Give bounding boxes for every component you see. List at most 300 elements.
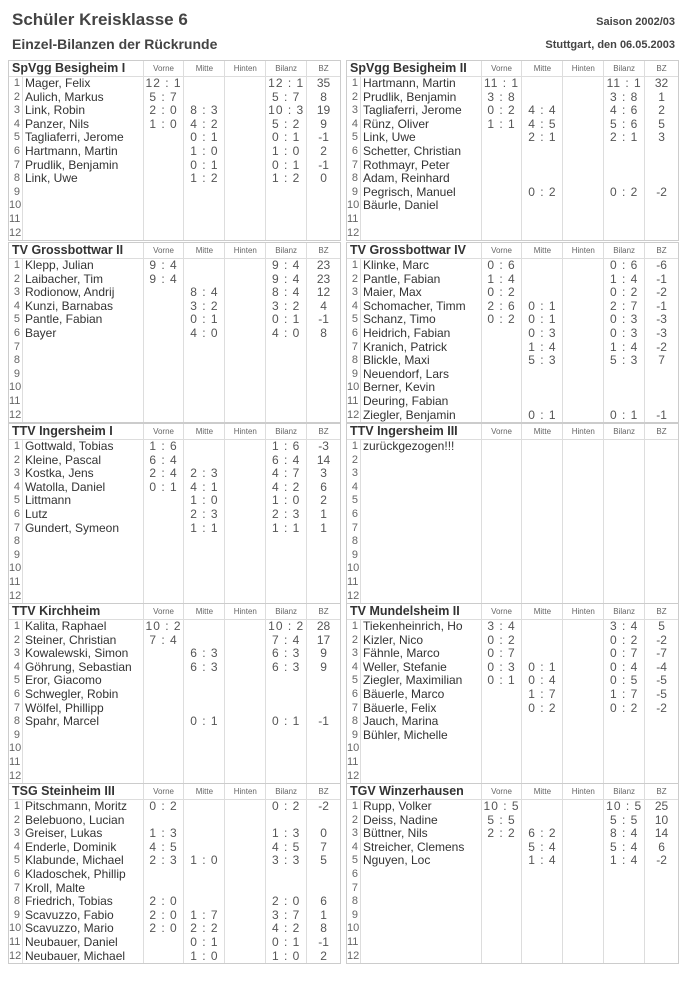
row-number: 3 bbox=[351, 467, 358, 480]
vorne-cell bbox=[481, 368, 522, 382]
mitte-cell: 1 : 0 bbox=[183, 950, 224, 964]
player-row bbox=[9, 715, 340, 729]
vorne-cell bbox=[481, 882, 522, 896]
row-number: 8 bbox=[351, 535, 358, 548]
row-number: 8 bbox=[13, 354, 20, 367]
vorne-cell: 9 : 4 bbox=[143, 273, 184, 287]
player-name: Enderle, Dominik bbox=[22, 841, 143, 855]
vorne-cell bbox=[143, 313, 184, 327]
vorne-cell bbox=[143, 576, 184, 590]
mitte-cell bbox=[521, 634, 562, 648]
bz-cell: 4 bbox=[306, 300, 340, 314]
bilanz-cell: 0 : 3 bbox=[603, 327, 644, 341]
player-name bbox=[360, 508, 481, 522]
row-number: 11 bbox=[9, 394, 21, 407]
bilanz-cell bbox=[603, 895, 644, 909]
mitte-cell: 0 : 1 bbox=[521, 409, 562, 423]
column-header: Mitte bbox=[183, 424, 224, 439]
bz-cell bbox=[644, 770, 678, 784]
hinten-cell bbox=[224, 661, 265, 675]
vorne-cell bbox=[481, 549, 522, 563]
bz-cell bbox=[306, 814, 340, 828]
vorne-cell: 11 : 1 bbox=[481, 77, 522, 91]
player-row bbox=[347, 341, 678, 355]
vorne-cell: 5 : 5 bbox=[481, 814, 522, 828]
hinten-cell bbox=[224, 922, 265, 936]
player-row bbox=[347, 634, 678, 648]
row-number: 5 bbox=[13, 494, 20, 507]
bz-cell bbox=[644, 213, 678, 227]
bz-cell bbox=[644, 895, 678, 909]
bilanz-cell: 3 : 7 bbox=[265, 909, 306, 923]
player-row bbox=[9, 104, 340, 118]
bz-cell bbox=[644, 535, 678, 549]
hinten-cell bbox=[224, 172, 265, 186]
mitte-cell bbox=[183, 702, 224, 716]
player-row bbox=[9, 77, 340, 91]
player-row bbox=[9, 841, 340, 855]
bilanz-cell bbox=[265, 770, 306, 784]
bz-cell: 8 bbox=[306, 327, 340, 341]
player-row bbox=[347, 454, 678, 468]
column-header: Vorne bbox=[143, 604, 184, 619]
player-row bbox=[347, 273, 678, 287]
hinten-cell bbox=[224, 562, 265, 576]
mitte-cell bbox=[521, 286, 562, 300]
row-number: 3 bbox=[13, 104, 20, 117]
bilanz-cell bbox=[265, 702, 306, 716]
vorne-cell bbox=[481, 702, 522, 716]
player-row bbox=[347, 508, 678, 522]
column-header: Bilanz bbox=[265, 424, 306, 439]
column-header: Bilanz bbox=[265, 61, 306, 76]
row-number: 8 bbox=[351, 895, 358, 908]
bilanz-cell: 4 : 0 bbox=[265, 327, 306, 341]
column-header: BZ bbox=[644, 784, 678, 799]
bz-cell: -2 bbox=[644, 286, 678, 300]
player-name: Schetter, Christian bbox=[360, 145, 481, 159]
row-number: 10 bbox=[9, 742, 22, 755]
mitte-cell: 2 : 3 bbox=[183, 467, 224, 481]
vorne-cell bbox=[143, 936, 184, 950]
bilanz-cell: 1 : 3 bbox=[265, 827, 306, 841]
row-number: 9 bbox=[351, 908, 358, 921]
player-name bbox=[360, 494, 481, 508]
bilanz-cell: 4 : 2 bbox=[265, 922, 306, 936]
mitte-cell: 4 : 0 bbox=[183, 327, 224, 341]
player-row bbox=[347, 800, 678, 814]
player-name: Deiss, Nadine bbox=[360, 814, 481, 828]
vorne-cell bbox=[481, 522, 522, 536]
player-name bbox=[360, 895, 481, 909]
hinten-cell bbox=[562, 481, 603, 495]
player-row bbox=[9, 213, 340, 227]
row-number: 5 bbox=[351, 854, 358, 867]
player-name: Panzer, Nils bbox=[22, 118, 143, 132]
bilanz-cell bbox=[265, 868, 306, 882]
mitte-cell bbox=[521, 922, 562, 936]
row-number: 1 bbox=[13, 440, 20, 452]
vorne-cell bbox=[143, 590, 184, 604]
row-number: 11 bbox=[9, 935, 21, 948]
column-header: BZ bbox=[644, 243, 678, 258]
bilanz-cell: 4 : 2 bbox=[265, 481, 306, 495]
row-number: 12 bbox=[347, 589, 360, 602]
mitte-cell: 0 : 3 bbox=[521, 327, 562, 341]
player-row bbox=[347, 522, 678, 536]
player-row bbox=[9, 922, 340, 936]
vorne-cell: 0 : 2 bbox=[481, 634, 522, 648]
player-row bbox=[9, 674, 340, 688]
vorne-cell bbox=[481, 742, 522, 756]
bz-cell: 6 bbox=[644, 841, 678, 855]
player-row bbox=[9, 327, 340, 341]
player-row bbox=[347, 661, 678, 675]
vorne-cell bbox=[481, 590, 522, 604]
player-name: Kowalewski, Simon bbox=[22, 647, 143, 661]
vorne-cell: 10 : 2 bbox=[143, 620, 184, 634]
player-row bbox=[347, 300, 678, 314]
vorne-cell bbox=[481, 909, 522, 923]
player-name: Neubauer, Michael bbox=[22, 950, 143, 964]
player-name bbox=[22, 395, 143, 409]
row-number: 9 bbox=[13, 367, 20, 380]
bilanz-cell: 4 : 5 bbox=[265, 841, 306, 855]
mitte-cell: 0 : 1 bbox=[183, 715, 224, 729]
hinten-cell bbox=[224, 620, 265, 634]
hinten-cell bbox=[562, 454, 603, 468]
bilanz-cell bbox=[265, 535, 306, 549]
row-number: 8 bbox=[13, 172, 20, 185]
row-number: 3 bbox=[351, 647, 358, 660]
vorne-cell bbox=[143, 549, 184, 563]
team-header-row bbox=[9, 604, 340, 620]
hinten-cell bbox=[224, 936, 265, 950]
hinten-cell bbox=[562, 827, 603, 841]
row-number: 3 bbox=[351, 104, 358, 117]
bz-cell bbox=[644, 909, 678, 923]
row-number: 5 bbox=[13, 854, 20, 867]
mitte-cell bbox=[521, 756, 562, 770]
bz-cell: 3 bbox=[644, 131, 678, 145]
player-row bbox=[9, 882, 340, 896]
hinten-cell bbox=[224, 454, 265, 468]
bz-cell: 23 bbox=[306, 259, 340, 273]
player-name: Deuring, Fabian bbox=[360, 395, 481, 409]
bz-cell bbox=[306, 770, 340, 784]
hinten-cell bbox=[224, 868, 265, 882]
row-number: 10 bbox=[9, 562, 22, 575]
hinten-cell bbox=[562, 715, 603, 729]
row-number: 1 bbox=[351, 800, 358, 812]
mitte-cell bbox=[521, 936, 562, 950]
column-header: Bilanz bbox=[265, 604, 306, 619]
bz-cell: 25 bbox=[644, 800, 678, 814]
bz-cell bbox=[644, 467, 678, 481]
mitte-cell bbox=[183, 454, 224, 468]
row-number: 12 bbox=[9, 589, 22, 602]
column-header: Bilanz bbox=[265, 784, 306, 799]
hinten-cell bbox=[224, 576, 265, 590]
player-row bbox=[347, 327, 678, 341]
mitte-cell bbox=[183, 827, 224, 841]
bilanz-cell bbox=[603, 535, 644, 549]
hinten-cell bbox=[562, 800, 603, 814]
bz-cell bbox=[306, 186, 340, 200]
vorne-cell bbox=[481, 227, 522, 241]
mitte-cell bbox=[521, 950, 562, 964]
player-row bbox=[347, 118, 678, 132]
hinten-cell bbox=[224, 395, 265, 409]
player-name: Pegrisch, Manuel bbox=[360, 186, 481, 200]
player-name: Hartmann, Martin bbox=[360, 77, 481, 91]
bilanz-cell bbox=[603, 213, 644, 227]
column-header: Vorne bbox=[143, 61, 184, 76]
mitte-cell bbox=[183, 590, 224, 604]
bz-cell bbox=[644, 159, 678, 173]
player-row bbox=[9, 273, 340, 287]
bz-cell: -2 bbox=[306, 800, 340, 814]
player-row bbox=[347, 590, 678, 604]
player-name: Eror, Giacomo bbox=[22, 674, 143, 688]
bz-cell bbox=[644, 868, 678, 882]
player-row bbox=[347, 199, 678, 213]
bilanz-cell bbox=[265, 756, 306, 770]
vorne-cell bbox=[481, 868, 522, 882]
mitte-cell bbox=[183, 895, 224, 909]
vorne-cell bbox=[481, 131, 522, 145]
mitte-cell: 0 : 1 bbox=[183, 936, 224, 950]
player-name: Bäurle, Daniel bbox=[360, 199, 481, 213]
vorne-cell: 3 : 4 bbox=[481, 620, 522, 634]
bz-cell bbox=[644, 199, 678, 213]
bilanz-cell: 0 : 5 bbox=[603, 674, 644, 688]
bilanz-cell bbox=[603, 159, 644, 173]
player-name bbox=[22, 535, 143, 549]
bilanz-cell: 10 : 3 bbox=[265, 104, 306, 118]
bilanz-cell: 1 : 0 bbox=[265, 494, 306, 508]
vorne-cell bbox=[481, 199, 522, 213]
row-number: 2 bbox=[351, 453, 358, 466]
bilanz-cell: 0 : 2 bbox=[603, 286, 644, 300]
vorne-cell: 2 : 2 bbox=[481, 827, 522, 841]
player-name: Schwegler, Robin bbox=[22, 688, 143, 702]
hinten-cell bbox=[562, 742, 603, 756]
row-number: 5 bbox=[351, 131, 358, 144]
row-number: 7 bbox=[351, 158, 358, 171]
bz-cell: -1 bbox=[306, 715, 340, 729]
player-name: Rothmayr, Peter bbox=[360, 159, 481, 173]
bilanz-cell bbox=[265, 729, 306, 743]
mitte-cell bbox=[521, 273, 562, 287]
hinten-cell bbox=[224, 841, 265, 855]
team-name: TGV Winzerhausen bbox=[350, 784, 464, 798]
bz-cell: 2 bbox=[644, 104, 678, 118]
row-number: 2 bbox=[13, 90, 20, 103]
bz-cell: -5 bbox=[644, 674, 678, 688]
row-number: 5 bbox=[351, 313, 358, 326]
mitte-cell: 0 : 1 bbox=[183, 131, 224, 145]
mitte-cell: 1 : 7 bbox=[183, 909, 224, 923]
column-header: Vorne bbox=[481, 424, 522, 439]
bilanz-cell bbox=[603, 756, 644, 770]
row-number: 4 bbox=[13, 840, 20, 853]
season-label: Saison 2002/03 bbox=[596, 16, 675, 28]
row-number: 5 bbox=[13, 313, 20, 326]
player-name: Bäuerle, Felix bbox=[360, 702, 481, 716]
mitte-cell bbox=[521, 481, 562, 495]
vorne-cell bbox=[481, 327, 522, 341]
hinten-cell bbox=[224, 634, 265, 648]
mitte-cell bbox=[183, 199, 224, 213]
hinten-cell bbox=[562, 562, 603, 576]
vorne-cell bbox=[481, 715, 522, 729]
vorne-cell bbox=[481, 467, 522, 481]
hinten-cell bbox=[562, 395, 603, 409]
mitte-cell bbox=[183, 259, 224, 273]
row-number: 6 bbox=[351, 867, 358, 880]
player-row bbox=[347, 647, 678, 661]
player-name: Rodionow, Andrij bbox=[22, 286, 143, 300]
hinten-cell bbox=[562, 159, 603, 173]
player-row bbox=[347, 841, 678, 855]
mitte-cell bbox=[183, 742, 224, 756]
row-number: 12 bbox=[9, 949, 22, 962]
bilanz-cell: 0 : 1 bbox=[265, 131, 306, 145]
player-name: Adam, Reinhard bbox=[360, 172, 481, 186]
bz-cell: -3 bbox=[306, 440, 340, 454]
hinten-cell bbox=[224, 756, 265, 770]
player-name: Spahr, Marcel bbox=[22, 715, 143, 729]
bilanz-cell bbox=[603, 145, 644, 159]
column-header: Mitte bbox=[521, 61, 562, 76]
bz-cell: -2 bbox=[644, 186, 678, 200]
player-name: Rünz, Oliver bbox=[360, 118, 481, 132]
bilanz-cell: 7 : 4 bbox=[265, 634, 306, 648]
mitte-cell: 0 : 1 bbox=[183, 313, 224, 327]
hinten-cell bbox=[224, 909, 265, 923]
bz-cell: -5 bbox=[644, 688, 678, 702]
player-name: Laibacher, Tim bbox=[22, 273, 143, 287]
bz-cell bbox=[644, 936, 678, 950]
player-name: Schanz, Timo bbox=[360, 313, 481, 327]
mitte-cell: 5 : 3 bbox=[521, 354, 562, 368]
row-number: 12 bbox=[347, 949, 360, 962]
player-name: Wölfel, Phillipp bbox=[22, 702, 143, 716]
player-name: Tiekenheinrich, Ho bbox=[360, 620, 481, 634]
hinten-cell bbox=[224, 535, 265, 549]
row-number: 6 bbox=[13, 144, 20, 157]
hinten-cell bbox=[562, 770, 603, 784]
player-row bbox=[347, 186, 678, 200]
player-name: Gundert, Symeon bbox=[22, 522, 143, 536]
player-row bbox=[347, 882, 678, 896]
bilanz-cell: 2 : 7 bbox=[603, 300, 644, 314]
row-number: 1 bbox=[351, 259, 358, 271]
player-row bbox=[9, 454, 340, 468]
bz-cell bbox=[644, 756, 678, 770]
player-row bbox=[347, 756, 678, 770]
row-number: 3 bbox=[13, 467, 20, 480]
row-number: 7 bbox=[351, 701, 358, 714]
player-row bbox=[347, 562, 678, 576]
vorne-cell bbox=[481, 936, 522, 950]
player-row bbox=[9, 647, 340, 661]
bilanz-cell bbox=[603, 909, 644, 923]
mitte-cell: 1 : 1 bbox=[183, 522, 224, 536]
vorne-cell: 0 : 1 bbox=[481, 674, 522, 688]
vorne-cell bbox=[143, 354, 184, 368]
player-name bbox=[22, 729, 143, 743]
player-row bbox=[347, 381, 678, 395]
bz-cell: 23 bbox=[306, 273, 340, 287]
mitte-cell: 1 : 2 bbox=[183, 172, 224, 186]
player-row bbox=[347, 227, 678, 241]
row-number: 6 bbox=[13, 687, 20, 700]
bz-cell bbox=[306, 381, 340, 395]
bz-cell: -1 bbox=[644, 300, 678, 314]
player-row bbox=[347, 854, 678, 868]
mitte-cell bbox=[183, 273, 224, 287]
column-header: Mitte bbox=[521, 784, 562, 799]
hinten-cell bbox=[562, 882, 603, 896]
vorne-cell bbox=[143, 702, 184, 716]
player-name: Kizler, Nico bbox=[360, 634, 481, 648]
row-number: 12 bbox=[347, 769, 360, 782]
bilanz-cell bbox=[603, 172, 644, 186]
player-name: Rupp, Volker bbox=[360, 800, 481, 814]
bilanz-cell bbox=[265, 354, 306, 368]
player-name: Littmann bbox=[22, 494, 143, 508]
vorne-cell bbox=[143, 145, 184, 159]
bilanz-cell: 2 : 1 bbox=[603, 131, 644, 145]
bz-cell: -1 bbox=[306, 313, 340, 327]
mitte-cell bbox=[521, 368, 562, 382]
player-name: Steiner, Christian bbox=[22, 634, 143, 648]
player-row bbox=[9, 300, 340, 314]
mitte-cell bbox=[521, 381, 562, 395]
row-number: 3 bbox=[13, 286, 20, 299]
player-row bbox=[9, 535, 340, 549]
row-number: 11 bbox=[9, 212, 21, 225]
player-name bbox=[22, 199, 143, 213]
player-row bbox=[347, 494, 678, 508]
player-row bbox=[9, 814, 340, 828]
mitte-cell: 6 : 3 bbox=[183, 661, 224, 675]
bilanz-cell bbox=[603, 227, 644, 241]
bz-cell: 8 bbox=[306, 91, 340, 105]
hinten-cell bbox=[224, 882, 265, 896]
bilanz-cell bbox=[265, 341, 306, 355]
player-row bbox=[347, 742, 678, 756]
player-row bbox=[347, 131, 678, 145]
hinten-cell bbox=[224, 354, 265, 368]
vorne-cell: 2 : 0 bbox=[143, 104, 184, 118]
player-row bbox=[9, 199, 340, 213]
bz-cell: 12 bbox=[306, 286, 340, 300]
hinten-cell bbox=[224, 118, 265, 132]
column-header: Vorne bbox=[481, 243, 522, 258]
mitte-cell bbox=[521, 395, 562, 409]
vorne-cell: 3 : 8 bbox=[481, 91, 522, 105]
row-number: 7 bbox=[351, 340, 358, 353]
bilanz-cell bbox=[603, 868, 644, 882]
bilanz-cell bbox=[265, 576, 306, 590]
vorne-cell: 7 : 4 bbox=[143, 634, 184, 648]
hinten-cell bbox=[562, 936, 603, 950]
mitte-cell bbox=[183, 756, 224, 770]
player-row bbox=[9, 661, 340, 675]
